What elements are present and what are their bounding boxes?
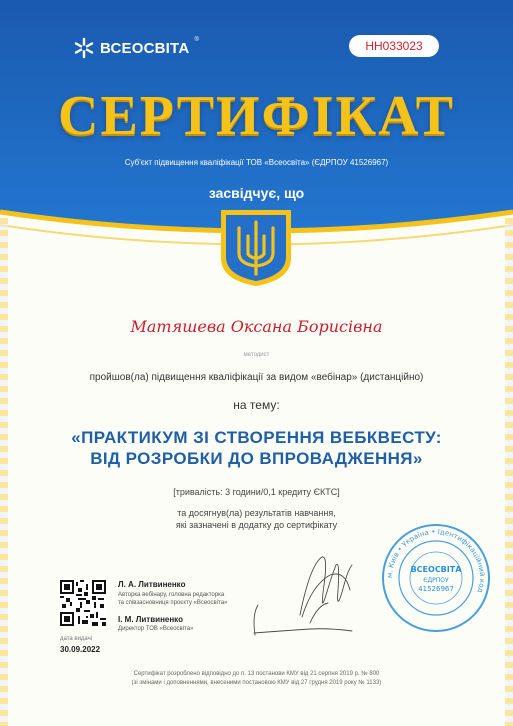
handwritten-signature bbox=[240, 545, 370, 655]
subject-line: Суб'єкт підвищення кваліфікації ТОВ «Всеосвіта» (ЄДРПОУ 41526967) bbox=[124, 158, 389, 167]
topic-line-1: «ПРАКТИКУМ ЗІ СТВОРЕННЯ ВЕБКВЕСТУ: bbox=[71, 428, 442, 447]
signatory-1-desc-line-1: Авторка вебінару, головна редакторка bbox=[118, 592, 225, 598]
signatory-2-name: І. М. Литвиненко bbox=[118, 615, 183, 624]
recipient-position: методист bbox=[243, 352, 270, 358]
qr-code[interactable] bbox=[60, 580, 106, 626]
stamp-brand: ВСЕОСВІТА bbox=[410, 565, 462, 574]
issue-date-label: дата видачі bbox=[60, 636, 93, 642]
official-stamp bbox=[380, 522, 492, 634]
certificate-title: СЕРТИФІКАТ bbox=[58, 85, 455, 147]
signatory-2-description: Директор ТОВ «Всеосвіта» bbox=[118, 626, 194, 632]
brand-logo bbox=[73, 37, 199, 59]
legal-footer bbox=[0, 670, 513, 688]
snowflake-icon bbox=[73, 37, 95, 59]
stamp-ring-text: м. Київ • Україна • Ідентифікаційний код bbox=[385, 527, 487, 594]
footer-line-2: (зі змінами і доповненнями, внесеними постановою КМУ від 27 грудня 2019 року № 1133) bbox=[131, 680, 382, 686]
left-ornament-border bbox=[0, 218, 8, 726]
stamp-code: 41526967 bbox=[418, 585, 454, 593]
duration-text: [тривалість: 3 години/0,1 кредиту ЄКТС] bbox=[173, 487, 340, 497]
right-ornament-border bbox=[505, 218, 513, 726]
course-topic bbox=[20, 427, 493, 469]
signatory-1-name: Л. А. Литвиненко bbox=[118, 580, 186, 589]
footer-line-1: Сертифікат розроблено відповідно до п. 13 постанови КМУ від 21 серпня 2019 р. № 800 bbox=[133, 671, 380, 677]
certificate-number: НН033023 bbox=[349, 35, 439, 57]
signatory-1-desc-line-2: та співзасновниця проєкту «Всеосвіта» bbox=[118, 600, 228, 606]
trident-emblem bbox=[219, 208, 293, 288]
topic-label: на тему: bbox=[233, 398, 280, 412]
results-line-1: та досягнув(ла) результатів навчання, bbox=[177, 508, 336, 518]
results-line-2: які зазначені в додатку до сертифікату bbox=[175, 520, 338, 530]
recipient-name: Матяшева Оксана Борисівна bbox=[130, 317, 383, 336]
certifies-text: засвідчує, що bbox=[208, 185, 305, 201]
topic-line-2: ВІД РОЗРОБКИ ДО ВПРОВАДЖЕННЯ» bbox=[90, 449, 423, 468]
completion-text: пройшов(ла) підвищення кваліфікації за видом «вебінар» (дистанційно) bbox=[89, 372, 424, 383]
trademark-symbol: ® bbox=[194, 37, 199, 43]
stamp-code-label: ЄДРПОУ bbox=[423, 577, 449, 584]
issue-date: 30.09.2022 bbox=[60, 645, 101, 654]
brand-name: ВСЕОСВІТА bbox=[100, 39, 190, 57]
